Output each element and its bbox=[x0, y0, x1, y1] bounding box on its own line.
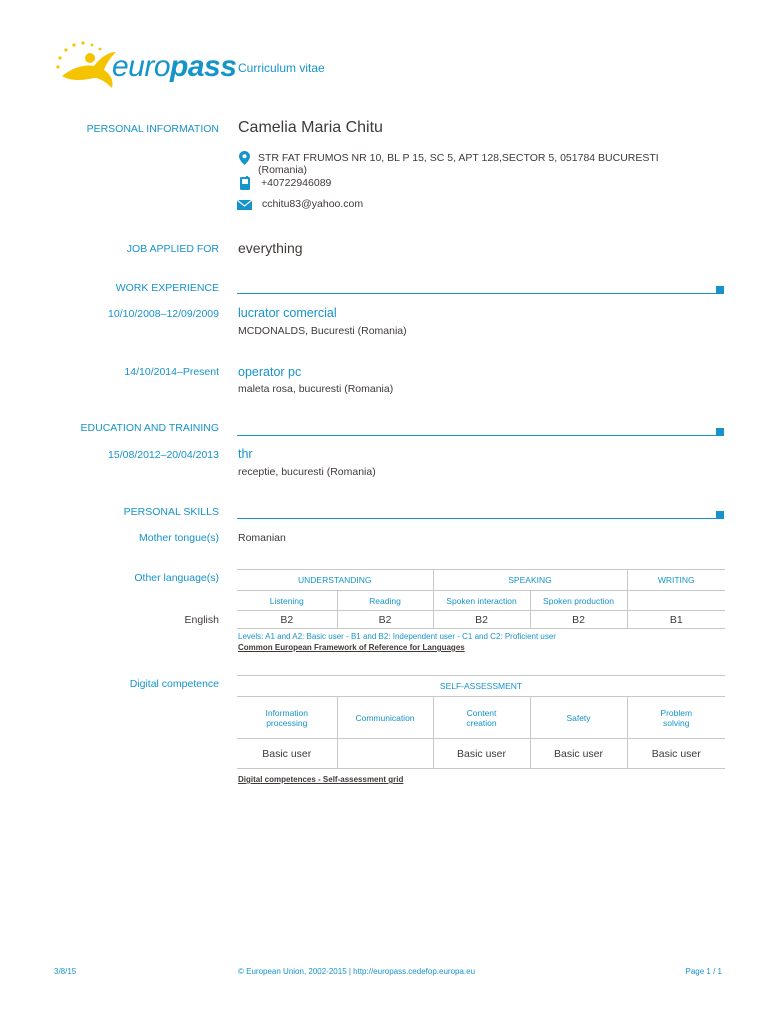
english-spoken-interaction: B2 bbox=[433, 611, 530, 629]
spoken-interaction-header: Spoken interaction bbox=[433, 591, 530, 611]
content-creation-header: Content creation bbox=[433, 697, 530, 739]
doc-title: Curriculum vitae bbox=[238, 61, 325, 75]
address-line-2: (Romania) bbox=[258, 164, 308, 176]
work-item-employer: MCDONALDS, Bucuresti (Romania) bbox=[238, 325, 407, 337]
work-item-title: lucrator comercial bbox=[238, 306, 337, 320]
info-processing-value: Basic user bbox=[237, 739, 337, 769]
education-item-dates: 15/08/2012–20/04/2013 bbox=[108, 449, 219, 461]
info-processing-header: Information processing bbox=[237, 697, 337, 739]
reading-header: Reading bbox=[337, 591, 433, 611]
person-name: Camelia Maria Chitu bbox=[238, 119, 383, 136]
work-section-line bbox=[237, 293, 722, 294]
education-section-square bbox=[716, 428, 724, 436]
personal-skills-label: PERSONAL SKILLS bbox=[123, 506, 219, 518]
safety-header: Safety bbox=[530, 697, 627, 739]
self-assessment-header: SELF-ASSESSMENT bbox=[237, 676, 725, 697]
safety-value: Basic user bbox=[530, 739, 627, 769]
language-table bbox=[237, 569, 725, 629]
mother-tongue-value: Romanian bbox=[238, 532, 286, 544]
phone-number[interactable]: +40722946089 bbox=[261, 177, 332, 189]
footer-page: Page 1 / 1 bbox=[685, 967, 722, 976]
email-address[interactable]: cchitu83@yahoo.com bbox=[262, 198, 364, 210]
digital-competence-label: Digital competence bbox=[129, 678, 219, 690]
mother-tongue-label: Mother tongue(s) bbox=[139, 532, 219, 544]
mobile-phone-icon bbox=[240, 176, 250, 190]
speaking-header: SPEAKING bbox=[433, 570, 627, 591]
english-writing: B1 bbox=[627, 611, 725, 629]
work-item-dates: 10/10/2008–12/09/2009 bbox=[108, 308, 219, 320]
digital-grid-link[interactable]: Digital competences - Self-assessment grid bbox=[238, 775, 404, 784]
problem-solving-header: Problem solving bbox=[627, 697, 725, 739]
cefr-link[interactable]: Common European Framework of Reference for Languages bbox=[238, 643, 465, 652]
communication-value bbox=[337, 739, 433, 769]
logo-euro: euro bbox=[112, 50, 171, 83]
listening-header: Listening bbox=[237, 591, 337, 611]
work-experience-label: WORK EXPERIENCE bbox=[115, 282, 219, 294]
writing-subheader-empty bbox=[627, 591, 725, 611]
education-section-line bbox=[237, 435, 722, 436]
understanding-header: UNDERSTANDING bbox=[237, 570, 433, 591]
education-item-title: thr bbox=[238, 447, 253, 461]
communication-header: Communication bbox=[337, 697, 433, 739]
footer-copyright: © European Union, 2002-2015 | http://europass.cedefop.europa.eu bbox=[238, 967, 476, 976]
europass-logo bbox=[54, 40, 237, 92]
footer-date: 3/8/15 bbox=[54, 967, 77, 976]
content-creation-value: Basic user bbox=[433, 739, 530, 769]
job-applied-value: everything bbox=[238, 240, 303, 256]
work-item-title: operator pc bbox=[238, 365, 302, 379]
english-reading: B2 bbox=[337, 611, 433, 629]
levels-note: Levels: A1 and A2: Basic user - B1 and B2: Independent user - C1 and C2: Proficient user bbox=[238, 632, 556, 641]
other-languages-label: Other language(s) bbox=[134, 572, 219, 584]
personal-info-label: PERSONAL INFORMATION bbox=[86, 123, 219, 135]
education-item-org: receptie, bucuresti (Romania) bbox=[238, 466, 376, 478]
education-label: EDUCATION AND TRAINING bbox=[80, 422, 219, 434]
logo-pass: pass bbox=[170, 50, 237, 83]
job-applied-label: JOB APPLIED FOR bbox=[126, 243, 219, 255]
spoken-production-header: Spoken production bbox=[530, 591, 627, 611]
work-item-dates: 14/10/2014–Present bbox=[124, 366, 219, 378]
location-pin-icon bbox=[239, 151, 250, 165]
problem-solving-value: Basic user bbox=[627, 739, 725, 769]
address-line-1: STR FAT FRUMOS NR 10, BL P 15, SC 5, APT 128,SECTOR 5, 051784 BUCURESTI bbox=[258, 152, 659, 164]
skills-section-square bbox=[716, 511, 724, 519]
work-section-square bbox=[716, 286, 724, 294]
language-name: English bbox=[184, 614, 219, 626]
email-icon bbox=[237, 200, 252, 210]
skills-section-line bbox=[237, 518, 722, 519]
english-spoken-production: B2 bbox=[530, 611, 627, 629]
digital-competence-table bbox=[237, 675, 725, 769]
english-listening: B2 bbox=[237, 611, 337, 629]
writing-header: WRITING bbox=[627, 570, 725, 591]
work-item-employer: maleta rosa, bucuresti (Romania) bbox=[238, 383, 394, 395]
